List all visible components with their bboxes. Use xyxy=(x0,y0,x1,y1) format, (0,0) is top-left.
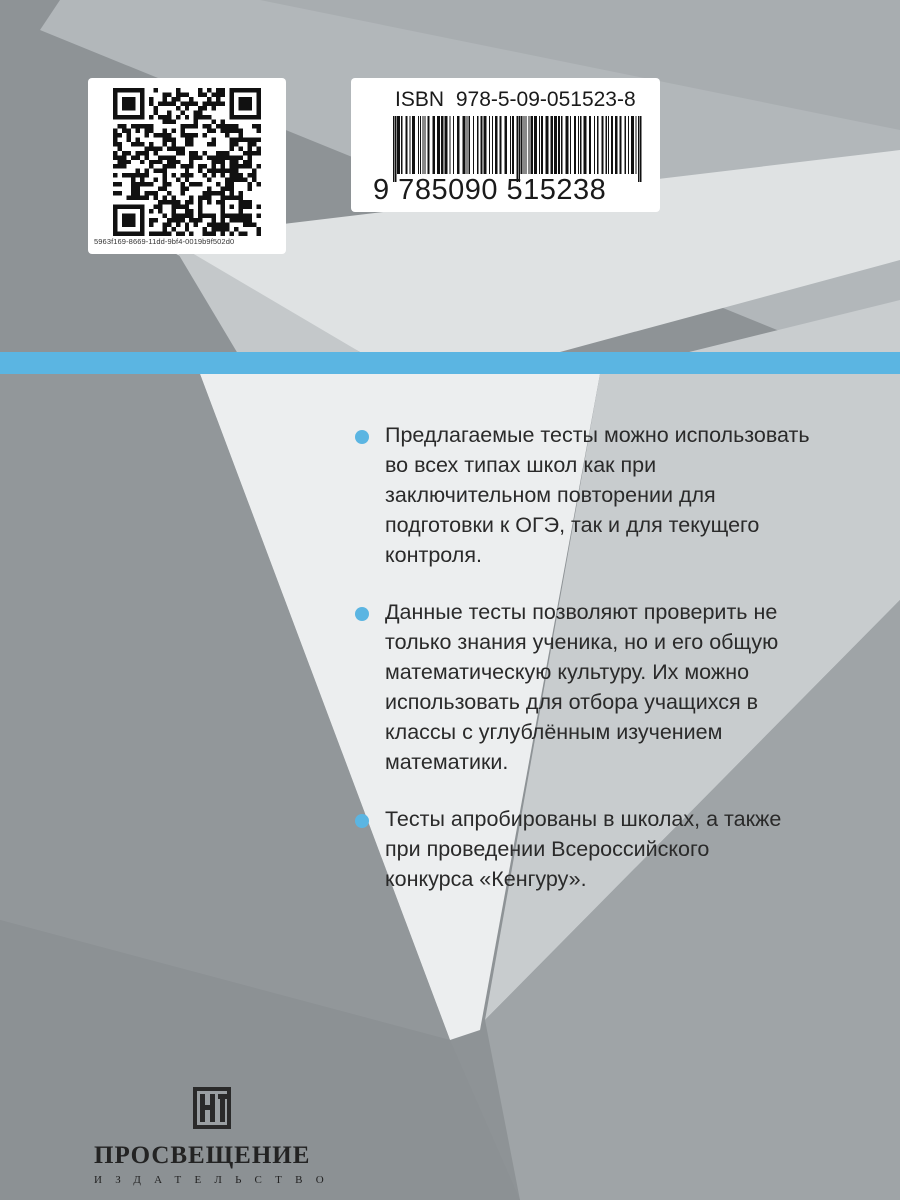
bullet-dot-icon xyxy=(355,607,369,621)
isbn-barcode-card xyxy=(351,78,660,212)
bullet-dot-icon xyxy=(355,814,369,828)
barcode-digits: 9 785090 515238 xyxy=(373,174,607,206)
list-item-text: Тесты апробированы в школах, а также при проведении Всероссийского конкурса «Кенгуру». xyxy=(385,807,782,891)
qr-id-text: 5963f169-8669-11dd-9bf4-0019b9f502d0 xyxy=(94,237,235,246)
list-item-text: Предлагаемые тесты можно использовать во всех типах школ как при заключительном повторении для подготовки к ОГЭ, так и для текущего контроля. xyxy=(385,423,810,567)
publisher-emblem-icon xyxy=(192,1086,232,1130)
qr-code-card xyxy=(88,78,286,254)
bullet-dot-icon xyxy=(355,430,369,444)
list-item-text: Данные тесты позволяют проверить не только знания ученика, но и его общую математическую культуру. Их можно использовать для отбора учащихся в классы с углублённым изучением математики. xyxy=(385,600,779,774)
barcode-image xyxy=(393,116,643,182)
list-item xyxy=(352,597,852,777)
isbn-label: ISBN 978-5-09-051523-8 xyxy=(395,88,636,111)
publisher-name: ПРОСВЕЩЕНИЕ xyxy=(94,1142,311,1169)
publisher-subtitle: ИЗДАТЕЛЬСТВО xyxy=(94,1174,337,1186)
qr-code-image xyxy=(106,88,268,236)
accent-stripe xyxy=(0,352,900,374)
description-list xyxy=(352,420,852,921)
publisher-logo xyxy=(88,1086,348,1186)
list-item xyxy=(352,804,852,894)
list-item xyxy=(352,420,852,570)
